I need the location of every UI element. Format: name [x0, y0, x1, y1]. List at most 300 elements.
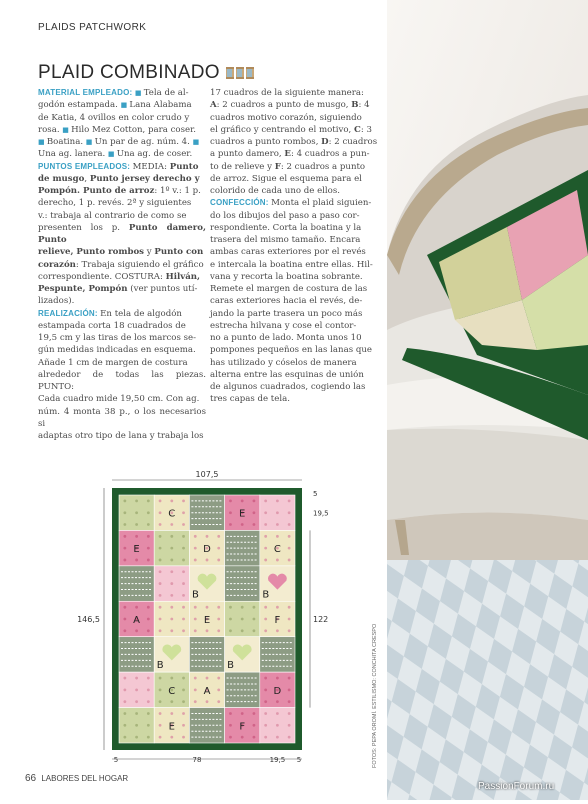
text-line	[210, 271, 378, 283]
fabric-dot	[288, 618, 291, 621]
fabric-dot	[123, 677, 126, 680]
fabric-dot	[170, 712, 173, 715]
bold-term: corazón	[38, 259, 76, 270]
fabric-dot	[288, 606, 291, 609]
body-text: colorido de cada uno de ellos.	[210, 186, 340, 196]
fabric-dot	[170, 547, 173, 550]
bullet-square: ■	[85, 138, 95, 146]
fabric-dot	[170, 629, 173, 632]
fabric-dot	[123, 629, 126, 632]
square-letter: B	[156, 660, 164, 672]
section-heading: CONFECCIÓN:	[210, 198, 272, 208]
square-letter: B	[191, 589, 199, 601]
bold-term: B	[351, 100, 359, 111]
fabric-dot	[264, 736, 267, 739]
text-line	[210, 332, 378, 344]
fabric-dot	[194, 547, 197, 550]
square-letter: D	[273, 685, 282, 697]
fabric-dot	[182, 547, 185, 550]
fabric-dot	[147, 535, 150, 538]
text-line	[38, 271, 206, 283]
square-letter: A	[203, 685, 211, 697]
fabric-dot	[288, 700, 291, 703]
body-text: Cada cuadro mide 19,50 cm. Con ag.	[38, 394, 200, 405]
fabric-dot	[264, 688, 267, 691]
bullet-square: ■	[192, 138, 200, 146]
body-text: de algunos cuadrados, cogiendo las	[210, 382, 366, 392]
body-text: pompones pequeños en las lanas que	[210, 345, 372, 356]
fabric-dot	[147, 712, 150, 715]
bold-term: Pompón. Punto de arroz	[38, 186, 155, 196]
fabric-dot	[182, 594, 185, 597]
fabric-dot	[264, 500, 267, 503]
fabric-dot	[288, 736, 291, 739]
text-line	[210, 344, 378, 356]
body-text: Remete el margen de costura de las	[210, 284, 368, 294]
fabric-dot	[276, 677, 279, 680]
fabric-dot	[147, 523, 150, 526]
fabric-dot	[253, 500, 256, 503]
square-letter: D	[203, 544, 211, 556]
text-column-1	[38, 87, 206, 442]
fabric-dot	[206, 677, 209, 680]
fabric-dot	[276, 500, 279, 503]
fabric-dot	[123, 700, 126, 703]
fabric-dot	[229, 523, 232, 526]
bold-term: de musgo	[38, 173, 85, 184]
fabric-dot	[135, 500, 138, 503]
fabric-dot	[264, 629, 267, 632]
fabric-dot	[135, 535, 138, 538]
text-line	[38, 283, 206, 295]
fabric-dot	[123, 559, 126, 562]
fabric-dot	[159, 618, 162, 621]
fabric-dot	[159, 736, 162, 739]
body-text: jando la parte trasera un poco más	[210, 308, 363, 319]
fabric-dot	[253, 724, 256, 727]
text-line	[38, 320, 206, 332]
fabric-dot	[147, 500, 150, 503]
body-text: ,	[84, 173, 90, 184]
bullet-square: ■	[134, 89, 144, 97]
body-text: (ver puntos utí-	[127, 284, 198, 294]
body-text: lizados).	[38, 296, 75, 307]
fabric-dot	[206, 629, 209, 632]
fabric-dot	[182, 582, 185, 585]
fabric-dot	[182, 677, 185, 680]
body-text: Boatina.	[46, 137, 86, 147]
text-line	[38, 148, 206, 160]
body-text: a punto damero,	[210, 149, 285, 160]
fabric-dot	[135, 724, 138, 727]
product-photo	[387, 0, 588, 800]
fabric-dot	[182, 606, 185, 609]
fabric-dot	[159, 500, 162, 503]
text-line	[38, 332, 206, 344]
text-line	[38, 393, 206, 405]
fabric-dot	[123, 736, 126, 739]
body-text: Un par de ag. núm. 4.	[94, 137, 193, 147]
fabric-dot	[229, 736, 232, 739]
section-label: PLAIDS PATCHWORK	[38, 22, 147, 33]
fabric-dot	[159, 570, 162, 573]
fabric-dot	[159, 511, 162, 514]
body-text: respondiente. Corta la boatina y la	[210, 222, 362, 233]
fabric-dot	[123, 606, 126, 609]
dimension-label: 146,5	[77, 615, 100, 624]
body-text: estampada corta 18 cuadrados de	[38, 320, 186, 331]
fabric-dot	[264, 700, 267, 703]
dimension-label: 5	[313, 490, 318, 498]
square-letter: F	[274, 615, 281, 626]
text-line	[210, 393, 378, 405]
body-text: estrecha hilvana y cose el contor-	[210, 320, 357, 331]
fabric-dot	[264, 677, 267, 680]
dimension-label: 122	[313, 615, 329, 624]
fabric-dot	[241, 606, 244, 609]
dimension-label: 19,5	[269, 756, 286, 764]
bold-term: A	[210, 100, 217, 111]
fabric-dot	[123, 547, 126, 550]
text-line	[210, 381, 378, 393]
fabric-dot	[194, 688, 197, 691]
square-letter: E	[239, 508, 246, 520]
text-line	[38, 369, 206, 394]
fabric-dot	[194, 535, 197, 538]
fabric-dot	[229, 712, 232, 715]
fabric-dot	[182, 618, 185, 621]
fabric-dot	[123, 724, 126, 727]
fabric-dot	[170, 736, 173, 739]
fabric-dot	[264, 606, 267, 609]
fabric-dot	[182, 559, 185, 562]
body-text: cuadros motivo corazón, siguiendo	[210, 112, 362, 123]
bold-term: E	[284, 149, 291, 160]
fabric-dot	[206, 559, 209, 562]
fabric-dot	[276, 700, 279, 703]
fabric-dot	[135, 712, 138, 715]
square-letter: F	[239, 721, 246, 733]
body-text: alrededor de todas las piezas. PUNTO:	[38, 369, 206, 392]
fabric-dot	[170, 594, 173, 597]
text-line	[210, 320, 378, 332]
fabric-dot	[229, 500, 232, 503]
text-line	[210, 136, 378, 148]
text-line	[38, 185, 206, 197]
body-text: Monta el plaid siguien-	[271, 198, 372, 209]
fabric-dot	[288, 629, 291, 632]
fabric-dot	[182, 700, 185, 703]
fabric-dot	[253, 712, 256, 715]
body-text: de Katia, 4 ovillos en color crudo y	[38, 112, 190, 123]
bold-term: Punto	[169, 161, 199, 172]
fabric-dot	[170, 700, 173, 703]
square-letter: C	[273, 544, 281, 556]
fabric-dot	[253, 511, 256, 514]
fabric-dot	[159, 523, 162, 526]
bold-term: Punto jersey derecho y	[89, 173, 200, 184]
section-heading: REALIZACIÓN:	[38, 308, 101, 318]
bullet-square: ■	[107, 150, 117, 159]
body-text: 19,5 cm y las tiras de los marcos se-	[38, 333, 197, 343]
body-text: Una ag. de coser.	[116, 149, 193, 160]
fabric-dot	[217, 688, 220, 691]
fabric-dot	[147, 547, 150, 550]
fabric-dot	[170, 618, 173, 621]
fabric-dot	[276, 736, 279, 739]
page-number: 66	[25, 773, 37, 784]
text-line	[210, 173, 378, 185]
fabric-dot	[182, 736, 185, 739]
fabric-dot	[288, 688, 291, 691]
fabric-dot	[288, 500, 291, 503]
section-heading: PUNTOS EMPLEADOS:	[38, 161, 133, 171]
text-line	[38, 124, 206, 136]
text-line	[38, 246, 206, 258]
text-line	[38, 222, 206, 247]
fabric-dot	[147, 688, 150, 691]
fabric-dot	[194, 629, 197, 632]
fabric-dot	[135, 511, 138, 514]
square-letter: E	[133, 544, 140, 556]
fabric-dot	[276, 606, 279, 609]
text-line	[210, 369, 378, 381]
fabric-dot	[159, 700, 162, 703]
body-text: : 4	[358, 100, 370, 111]
fabric-dot	[135, 700, 138, 703]
title-text: PLAID COMBINADO	[38, 62, 220, 83]
body-text: y	[144, 247, 155, 258]
fabric-dot	[135, 606, 138, 609]
body-text: : 2 cuadros a punto	[280, 161, 366, 172]
fabric-dot	[264, 724, 267, 727]
fabric-dot	[135, 688, 138, 691]
text-line	[210, 124, 378, 136]
body-text: has utilizado y cóselos de manera	[210, 357, 357, 368]
fabric-dot	[182, 511, 185, 514]
fabric-dot	[182, 523, 185, 526]
fabric-dot	[147, 606, 150, 609]
body-text: MEDIA:	[132, 161, 170, 172]
dimension-label: 19,5	[313, 509, 329, 518]
fabric-dot	[288, 547, 291, 550]
fabric-dot	[276, 629, 279, 632]
bold-term: C	[353, 124, 361, 135]
body-text: presenten los p.	[38, 222, 129, 233]
body-text: godón estampada.	[38, 100, 121, 111]
square-letter: E	[203, 615, 211, 626]
text-line	[38, 197, 206, 209]
body-text: : 1º v.: 1 p.	[154, 186, 201, 196]
fabric-dot	[182, 500, 185, 503]
body-text: trasera del mismo tamaño. Encara	[210, 235, 361, 245]
text-line	[38, 173, 206, 185]
text-line	[210, 185, 378, 197]
fabric-dot	[217, 535, 220, 538]
fabric-dot	[288, 712, 291, 715]
fabric-dot	[135, 677, 138, 680]
text-line	[210, 87, 378, 99]
fabric-dot	[194, 700, 197, 703]
body-text: núm. 4 monta 38 p., o los necesarios si	[38, 406, 206, 429]
fabric-dot	[159, 594, 162, 597]
fabric-dot	[194, 606, 197, 609]
photo-credit: FOTOS: PEPA OROMÍ. ESTILISMO: CONCHITA CRESPO	[372, 623, 378, 768]
fabric-dot	[264, 547, 267, 550]
fabric-dot	[147, 736, 150, 739]
body-text: de arroz. Sigue el esquema para el	[210, 173, 362, 184]
bold-term: Hilván,	[165, 271, 201, 282]
body-text: Hilo Mez Cotton, para coser.	[71, 124, 196, 135]
text-line	[210, 161, 378, 173]
square-letter: C	[168, 685, 176, 697]
fabric-dot	[182, 724, 185, 727]
watermark: PassionForum.ru	[478, 781, 555, 792]
dimension-label: 5	[296, 756, 302, 764]
body-text: : 2 cuadros a punto de musgo,	[216, 100, 352, 111]
body-text: Añade 1 cm de margen de costura	[38, 357, 188, 368]
text-line	[38, 357, 206, 369]
fabric-dot	[182, 570, 185, 573]
body-text: to de relieve y	[210, 161, 275, 172]
fabric-dot	[159, 677, 162, 680]
fabric-dot	[229, 618, 232, 621]
fabric-dot	[276, 511, 279, 514]
body-text: caras exteriores hacia el revés, de-	[210, 296, 363, 307]
fabric-dot	[159, 559, 162, 562]
text-line	[210, 234, 378, 246]
text-line	[38, 295, 206, 307]
text-line	[210, 222, 378, 234]
section-heading: MATERIAL EMPLEADO:	[38, 88, 135, 97]
fabric-dot	[170, 677, 173, 680]
bullet-square: ■	[62, 125, 72, 134]
body-text: cuadros a punto rombos,	[210, 137, 322, 147]
fabric-dot	[217, 629, 220, 632]
text-line	[210, 148, 378, 160]
text-line	[210, 259, 378, 271]
fabric-dot	[241, 629, 244, 632]
diagram-svg	[77, 470, 329, 764]
fabric-dot	[288, 511, 291, 514]
body-text: el gráfico y centrando el motivo,	[210, 124, 354, 135]
dimension-label: 5	[113, 756, 119, 764]
text-line	[210, 99, 378, 111]
fabric-dot	[123, 618, 126, 621]
bold-term: Pespunte, Pompón	[38, 284, 128, 294]
body-text: derecho, 1 p. revés. 2ª y siguientes	[38, 198, 192, 209]
body-text: rosa.	[38, 124, 63, 135]
body-text: adaptas otro tipo de lana y trabaja los	[38, 431, 204, 441]
body-text: do los dibujos del paso a paso cor-	[210, 210, 360, 221]
fabric-dot	[147, 618, 150, 621]
fabric-dot	[276, 559, 279, 562]
fabric-dot	[264, 712, 267, 715]
text-line	[210, 283, 378, 295]
fabric-dot	[241, 618, 244, 621]
fabric-dot	[194, 618, 197, 621]
fabric-dot	[288, 535, 291, 538]
fabric-dot	[241, 500, 244, 503]
fabric-dot	[170, 500, 173, 503]
text-line	[38, 259, 206, 271]
fabric-dot	[147, 511, 150, 514]
body-text: no a punto de lado. Monta unos 10	[210, 333, 362, 343]
fabric-dot	[147, 629, 150, 632]
fabric-dot	[217, 700, 220, 703]
body-text: e intercala la boatina entre ellas. Hil-	[210, 259, 373, 270]
fabric-dot	[253, 629, 256, 632]
fabric-dot	[123, 688, 126, 691]
fabric-dot	[159, 688, 162, 691]
text-line	[38, 112, 206, 124]
fabric-dot	[253, 618, 256, 621]
fabric-dot	[241, 523, 244, 526]
body-text: En tela de algodón	[100, 308, 182, 319]
text-line	[38, 430, 206, 442]
bold-term: relieve, Punto rombos	[38, 247, 145, 258]
spool-icon	[226, 67, 254, 79]
fabric-dot	[276, 535, 279, 538]
fabric-dot	[159, 582, 162, 585]
text-line	[38, 99, 206, 111]
fabric-dot	[159, 535, 162, 538]
fabric-dot	[159, 712, 162, 715]
fabric-dot	[159, 724, 162, 727]
fabric-dot	[159, 629, 162, 632]
body-text: gún medidas indicadas en esquema.	[38, 345, 196, 356]
fabric-dot	[159, 547, 162, 550]
fabric-dot	[217, 677, 220, 680]
text-line	[210, 357, 378, 369]
fabric-dot	[147, 724, 150, 727]
square-letter: B	[227, 660, 235, 672]
fabric-dot	[147, 700, 150, 703]
square-letter: E	[168, 721, 175, 733]
fabric-dot	[182, 688, 185, 691]
square-letter: C	[168, 508, 176, 520]
fabric-dot	[264, 511, 267, 514]
fabric-dot	[135, 523, 138, 526]
body-text: : Trabaja siguiendo el gráfico	[75, 259, 204, 270]
text-column-2	[210, 87, 378, 406]
fabric-dot	[229, 511, 232, 514]
text-line	[210, 210, 378, 222]
fabric-dot	[182, 535, 185, 538]
fabric-dot	[288, 559, 291, 562]
fabric-dot	[206, 700, 209, 703]
text-line	[210, 295, 378, 307]
bold-term: F	[274, 161, 281, 172]
body-text: Una ag. lanera.	[38, 149, 108, 160]
fabric-dot	[229, 724, 232, 727]
fabric-dot	[264, 535, 267, 538]
fabric-dot	[276, 523, 279, 526]
fabric-dot	[229, 629, 232, 632]
fabric-dot	[253, 523, 256, 526]
body-text: 17 cuadros de la siguiente manera:	[210, 88, 364, 98]
fabric-dot	[170, 535, 173, 538]
body-text: tres capas de tela.	[210, 394, 290, 405]
fabric-dot	[135, 736, 138, 739]
body-text: vana y recorta la boatina sobrante.	[210, 271, 363, 282]
fabric-dot	[135, 629, 138, 632]
fabric-dot	[288, 724, 291, 727]
fabric-dot	[217, 559, 220, 562]
fabric-dot	[147, 559, 150, 562]
fabric-dot	[123, 500, 126, 503]
fabric-dot	[123, 511, 126, 514]
